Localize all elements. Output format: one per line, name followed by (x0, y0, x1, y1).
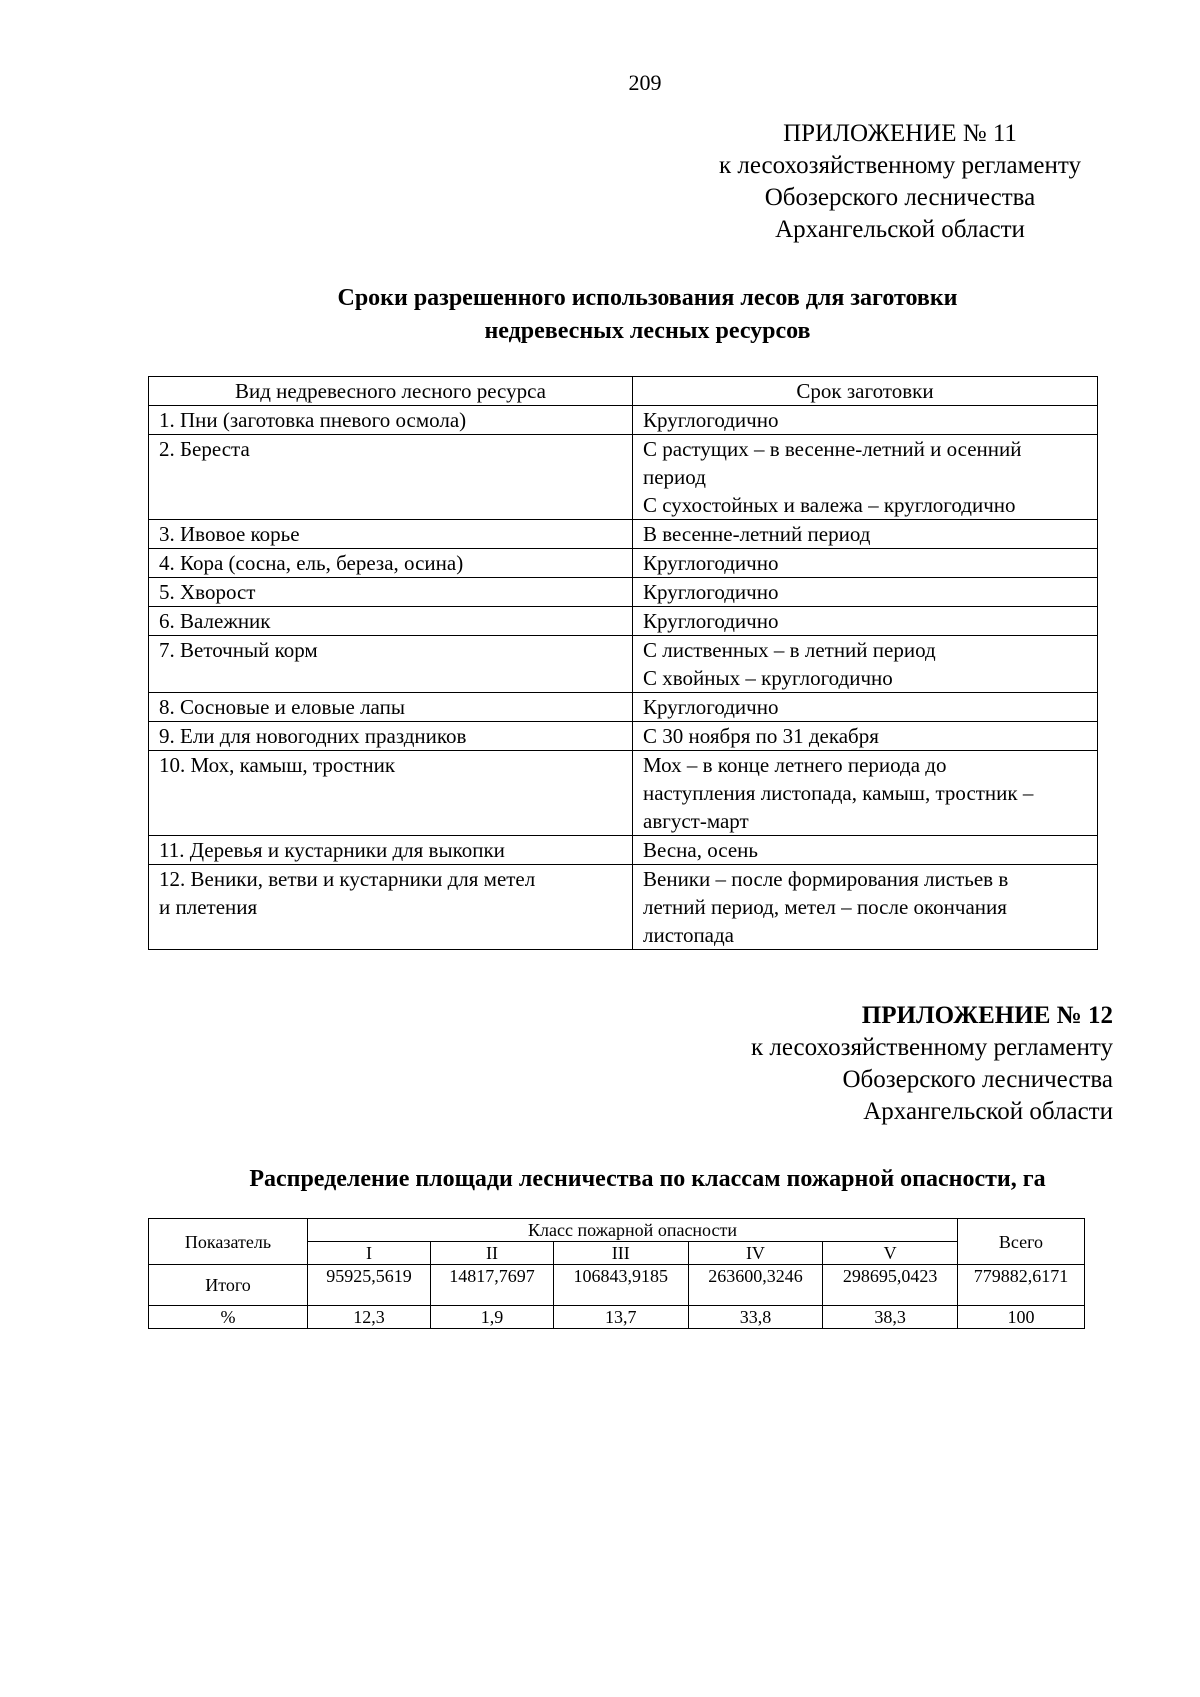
table2-title: Распределение площади лесничества по классам пожарной опасности, га (249, 1166, 1046, 1192)
term-cell (633, 578, 1098, 607)
fire-class-header: IV (688, 1242, 823, 1265)
appendix-12-line3: Архангельской области (863, 1098, 1113, 1125)
table2-row (149, 1265, 1085, 1306)
term-cell (633, 722, 1098, 751)
term-line: Круглогодично (643, 408, 779, 432)
appendix-11-line1: к лесохозяйственному регламенту (718, 152, 1082, 179)
harvest-terms-table (148, 376, 1098, 950)
table1-row (149, 520, 1098, 549)
term-line: С сухостойных и валежа – круглогодично (643, 493, 1016, 517)
term-cell (633, 607, 1098, 636)
resource-cell: 7. Веточный корм (149, 636, 633, 693)
value-cell: 106843,9185 (553, 1265, 688, 1306)
table1-row (149, 722, 1098, 751)
term-cell (633, 865, 1098, 950)
resource-cell: 5. Хворост (149, 578, 633, 607)
appendix-11-line3: Архангельской области (775, 216, 1025, 243)
term-cell (633, 693, 1098, 722)
value-cell: 12,3 (308, 1306, 431, 1329)
term-line: С лиственных – в летний период (643, 638, 936, 662)
term-cell (633, 836, 1098, 865)
table2-body (149, 1265, 1085, 1329)
table1-row (149, 435, 1098, 520)
indicator-cell: % (149, 1306, 308, 1329)
resource-cell: 12. Веники, ветви и кустарники для метел и плетения (149, 865, 633, 950)
fire-class-header: III (553, 1242, 688, 1265)
table1-title-line2: недревесных лесных ресурсов (484, 318, 811, 344)
term-line: Круглогодично (643, 609, 779, 633)
fire-class-header: II (430, 1242, 553, 1265)
resource-cell: 3. Ивовое корье (149, 520, 633, 549)
table1-row (149, 578, 1098, 607)
value-cell: 33,8 (688, 1306, 823, 1329)
appendix-11-header (650, 118, 1150, 246)
value-cell: 263600,3246 (688, 1265, 823, 1306)
term-line: Весна, осень (643, 838, 758, 862)
value-cell: 14817,7697 (430, 1265, 553, 1306)
term-line: В весенне-летний период (643, 522, 871, 546)
resource-cell: 2. Береста (149, 435, 633, 520)
resource-cell: 4. Кора (сосна, ель, береза, осина) (149, 549, 633, 578)
term-cell (633, 751, 1098, 836)
table2-header-row (149, 1219, 1085, 1242)
table1-title-line1: Сроки разрешенного использования лесов для заготовки (337, 285, 958, 311)
term-cell (633, 406, 1098, 435)
term-cell (633, 636, 1098, 693)
total-cell: 100 (958, 1306, 1085, 1329)
value-cell: 95925,5619 (308, 1265, 431, 1306)
value-cell: 1,9 (430, 1306, 553, 1329)
term-line: период (643, 465, 706, 489)
value-cell: 38,3 (823, 1306, 958, 1329)
appendix-12-line1: к лесохозяйственному регламенту (750, 1034, 1113, 1061)
appendix-12-title: ПРИЛОЖЕНИЕ № 12 (861, 1002, 1113, 1029)
table1-header-row (149, 377, 1098, 406)
table2-header-indicator: Показатель (149, 1219, 308, 1265)
term-line: летний период, метел – после окончания (643, 895, 1007, 919)
term-line: С хвойных – круглогодично (643, 666, 893, 690)
fire-class-header: I (308, 1242, 431, 1265)
total-cell: 779882,6171 (958, 1265, 1085, 1306)
page-number: 209 (628, 70, 662, 95)
resource-cell: 11. Деревья и кустарники для выкопки (149, 836, 633, 865)
table1-row (149, 607, 1098, 636)
resource-cell: 8. Сосновые и еловые лапы (149, 693, 633, 722)
term-cell (633, 549, 1098, 578)
appendix-12-header (751, 1000, 1113, 1128)
value-cell: 298695,0423 (823, 1265, 958, 1306)
table1-body (149, 406, 1098, 950)
value-cell: 13,7 (553, 1306, 688, 1329)
table1-row (149, 865, 1098, 950)
term-line: наступления листопада, камыш, тростник – (643, 781, 1034, 805)
table1-header-resource: Вид недревесного лесного ресурса (149, 377, 633, 406)
table1-row (149, 406, 1098, 435)
table1-row (149, 836, 1098, 865)
term-line: С растущих – в весенне-летний и осенний (643, 437, 1022, 461)
appendix-12-line2: Обозерского лесничества (842, 1066, 1113, 1093)
appendix-11-line2: Обозерского лесничества (764, 184, 1036, 211)
term-line: Мох – в конце летнего периода до (643, 753, 947, 777)
term-cell (633, 435, 1098, 520)
term-line: листопада (643, 923, 735, 947)
term-line: Круглогодично (643, 551, 779, 575)
term-line: Круглогодично (643, 580, 779, 604)
term-line: С 30 ноября по 31 декабря (643, 724, 879, 748)
resource-cell: 1. Пни (заготовка пневого осмола) (149, 406, 633, 435)
table1-row (149, 693, 1098, 722)
resource-cell: 10. Мох, камыш, тростник (149, 751, 633, 836)
fire-class-header: V (823, 1242, 958, 1265)
table1-header-term: Срок заготовки (633, 377, 1098, 406)
table2-header-total: Всего (958, 1219, 1085, 1265)
table1-row (149, 549, 1098, 578)
term-line: Круглогодично (643, 695, 779, 719)
table2-header-class: Класс пожарной опасности (308, 1219, 958, 1242)
term-line: Веники – после формирования листьев в (643, 867, 1009, 891)
term-line: август-март (643, 809, 749, 833)
table1-row (149, 636, 1098, 693)
table1-row (149, 751, 1098, 836)
term-cell (633, 520, 1098, 549)
resource-cell: 6. Валежник (149, 607, 633, 636)
resource-cell: 9. Ели для новогодних праздников (149, 722, 633, 751)
table1-title (0, 282, 1200, 348)
fire-class-table (148, 1218, 1085, 1329)
indicator-cell: Итого (149, 1265, 308, 1306)
table2-row (149, 1306, 1085, 1329)
appendix-11-title: ПРИЛОЖЕНИЕ № 11 (783, 120, 1017, 147)
